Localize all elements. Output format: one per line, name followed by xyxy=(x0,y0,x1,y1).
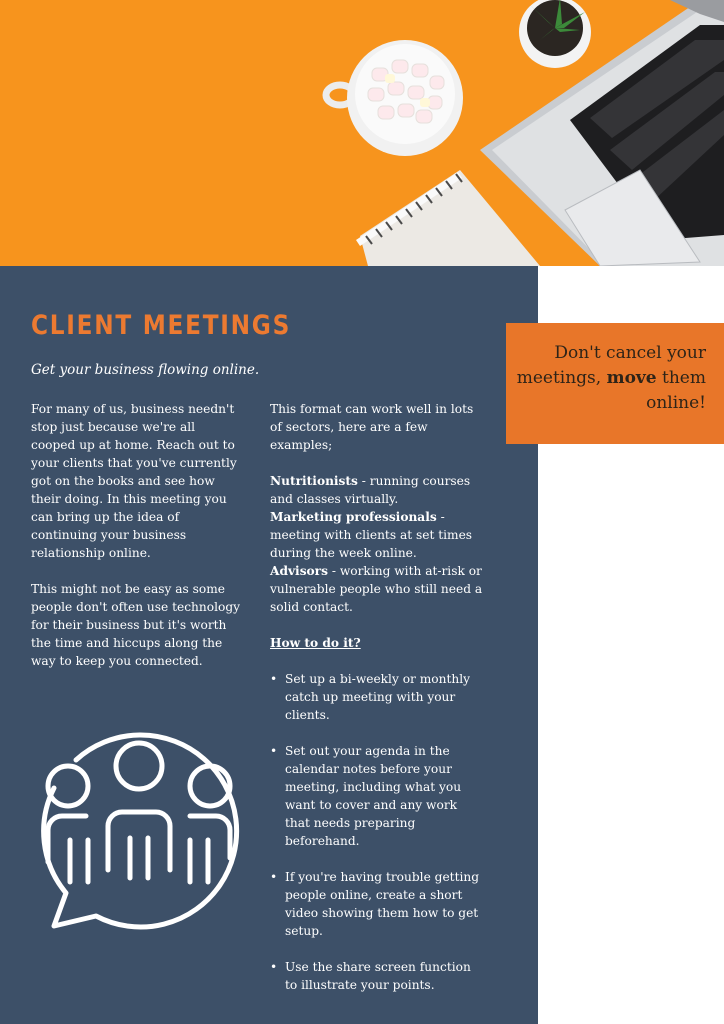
intro-paragraph: For many of us, business needn't stop just because we're all cooped up at home. Reach out to your clients that you've currently got on the books and see how their doing. In this meeting you can bring up the idea of continuing your business relationship online. xyxy=(31,402,237,560)
example-role: Advisors xyxy=(270,564,328,578)
howto-heading: How to do it? xyxy=(270,636,361,650)
example-role: Marketing professionals xyxy=(270,510,437,524)
callout-emphasis: move xyxy=(606,368,657,388)
list-item: • If you're having trouble getting people online, create a short video showing them how to get setup. xyxy=(270,868,485,940)
content-panel xyxy=(0,266,538,1024)
example-role: Nutritionists xyxy=(270,474,358,488)
callout-line2: them online! xyxy=(646,368,706,413)
example-advisors xyxy=(270,562,485,616)
example-text: - working with at-risk or vulnerable people who still need a solid contact. xyxy=(270,564,483,614)
page-subtitle: Get your business flowing online. xyxy=(31,362,260,378)
second-paragraph: This might not be easy as some people don't often use technology for their business but it's worth the time and hiccups along the way to keep you connected. xyxy=(31,582,241,668)
example-marketing xyxy=(270,508,485,562)
group-chat-icon xyxy=(36,728,244,938)
left-column xyxy=(31,400,243,670)
example-nutritionists xyxy=(270,472,485,508)
right-column xyxy=(270,400,485,994)
sectors-intro: This format can work well in lots of sectors, here are a few examples; xyxy=(270,402,474,452)
list-item: • Set out your agenda in the calendar notes before your meeting, including what you want to cover and any work that needs preparing beforehand. xyxy=(270,742,485,850)
list-item: • Set up a bi-weekly or monthly catch up meeting with your clients. xyxy=(270,670,485,724)
list-item: • Use the share screen function to illustrate your points. xyxy=(270,958,485,994)
callout-text xyxy=(516,341,706,416)
steps-list xyxy=(270,670,485,994)
hero-image xyxy=(0,0,724,266)
callout-box xyxy=(506,323,724,444)
desk-photo xyxy=(0,0,724,266)
example-text: - meeting with clients at set times during the week online. xyxy=(270,510,473,560)
example-text: - running courses and classes virtually. xyxy=(270,474,471,506)
callout-line1: Don't cancel your meetings, xyxy=(516,343,706,388)
page-title: CLIENT MEETINGS xyxy=(31,310,292,341)
